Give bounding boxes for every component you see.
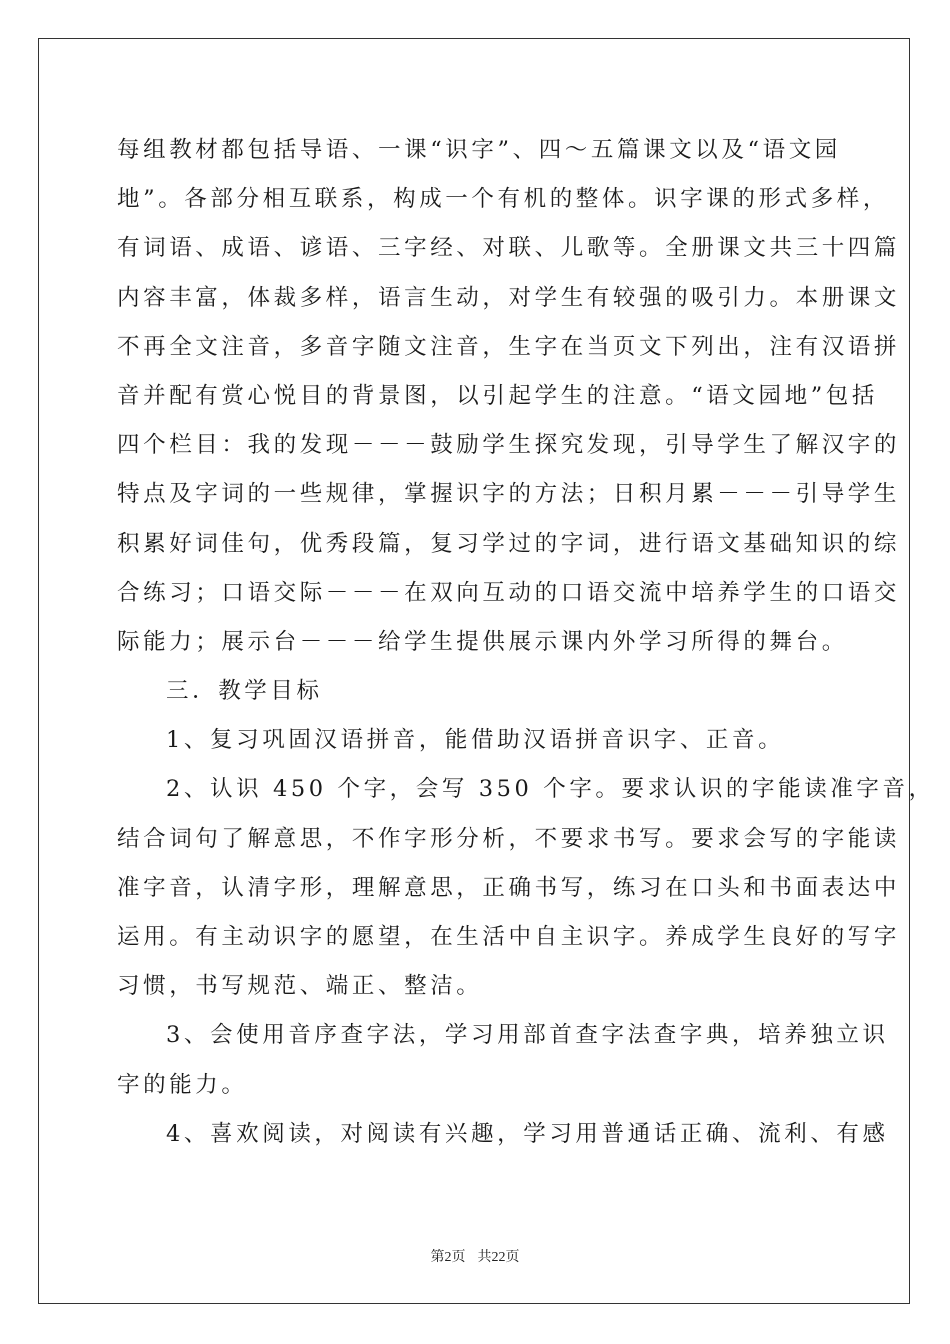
- document-body: [117, 126, 935, 1159]
- text-line: 积累好词佳句，优秀段篇，复习学过的字词，进行语文基础知识的综: [117, 530, 901, 557]
- list-item-start: 2、认识 450 个字，会写 350 个字。要求认识的字能读准字音，: [166, 776, 935, 803]
- page-number: 第2页: [430, 1250, 466, 1265]
- text-line: 音并配有赏心悦目的背景图，以引起学生的注意。“语文园地”包括: [117, 382, 879, 409]
- text-line: 内容丰富，体裁多样，语言生动，对学生有较强的吸引力。本册课文: [117, 284, 901, 311]
- total-pages: 共22页: [477, 1250, 520, 1265]
- text-line: 四个栏目：我的发现－－－鼓励学生探究发现，引导学生了解汉字的: [117, 432, 901, 459]
- list-item-start: 3、会使用音序查字法，学习用部首查字法查字典，培养独立识: [166, 1022, 889, 1049]
- text-line: 习惯，书写规范、端正、整洁。: [117, 973, 483, 1000]
- text-line: 际能力；展示台－－－给学生提供展示课内外学习所得的舞台。: [117, 628, 848, 655]
- section-heading: 三．教学目标: [166, 678, 323, 705]
- text-line: 地”。各部分相互联系，构成一个有机的整体。识字课的形式多样，: [117, 186, 890, 213]
- text-line: 结合词句了解意思，不作字形分析，不要求书写。要求会写的字能读: [117, 825, 901, 852]
- text-line: 不再全文注音，多音字随文注音，生字在当页文下列出，注有汉语拼: [117, 333, 901, 360]
- text-line: 有词语、成语、谚语、三字经、对联、儿歌等。全册课文共三十四篇: [117, 235, 901, 262]
- text-line: 字的能力。: [117, 1071, 248, 1098]
- page-footer: [0, 1246, 950, 1266]
- list-item-start: 1、复习巩固汉语拼音，能借助汉语拼音识字、正音。: [166, 727, 785, 754]
- text-line: 运用。有主动识字的愿望，在生活中自主识字。养成学生良好的写字: [117, 924, 901, 950]
- list-item-start: 4、喜欢阅读，对阅读有兴趣，学习用普通话正确、流利、有感: [166, 1120, 889, 1147]
- text-line: 准字音，认清字形，理解意思，正确书写，练习在口头和书面表达中: [117, 874, 901, 901]
- text-line: 每组教材都包括导语、一课“识字”、四～五篇课文以及“语文园: [117, 137, 841, 163]
- text-line: 特点及字词的一些规律，掌握识字的方法；日积月累－－－引导学生: [117, 481, 901, 508]
- text-line: 合练习；口语交际－－－在双向互动的口语交流中培养学生的口语交: [117, 579, 901, 606]
